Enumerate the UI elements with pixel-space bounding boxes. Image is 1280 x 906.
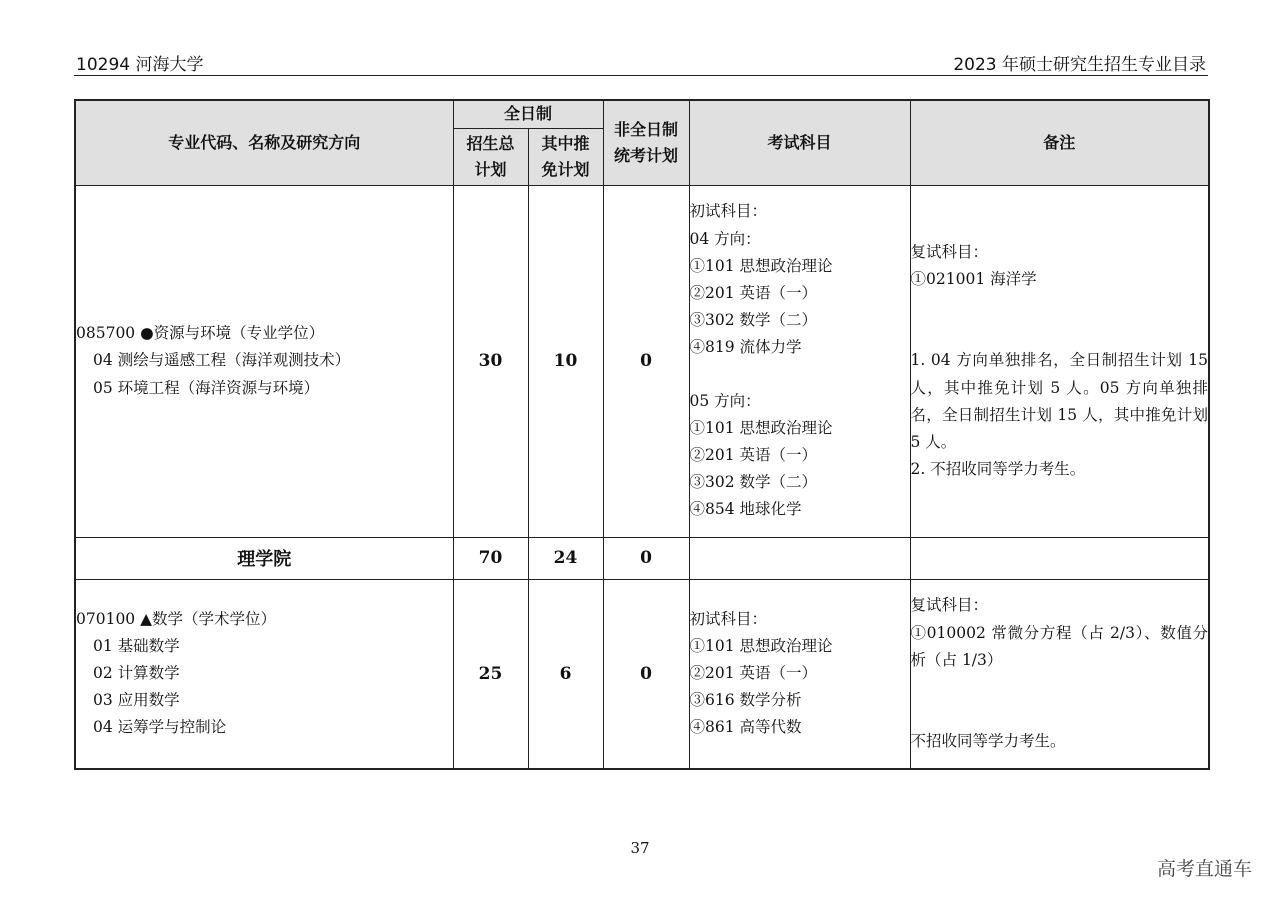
remarks-note: 不招收同等学力考生。 [910,731,1066,750]
remarks-cell [910,579,1209,769]
major-name: 070100 ▲数学（学术学位） [76,610,277,629]
remarks-note: 1. 04 方向单独排名，全日制招生计划 15 人，其中推免计划 5 人。05 方向单独排名，全日制招生计划 15 人，其中推免计划 5 人。 [910,351,1209,451]
exam-line: 初试科目： [689,202,768,221]
exam-subjects-cell [689,579,910,769]
college-remarks-empty [910,537,1209,579]
research-direction: 04 运筹学与控制论 [93,718,227,737]
exam-line: ②201 英语（一） [689,283,818,302]
total-plan-value: 25 [453,579,528,769]
retest-label: 复试科目： [910,596,989,615]
retest-subject: ①021001 海洋学 [910,270,1037,289]
watermark: 高考直通车 [1156,858,1252,880]
table-row [75,579,1209,769]
research-direction: 05 环境工程（海洋资源与环境） [93,378,320,397]
exam-line: ①101 思想政治理论 [689,256,833,275]
header-row-1 [75,100,1209,128]
col-exempt-header-line2: 免计划 [541,159,590,179]
col-major-header: 专业代码、名称及研究方向 [75,100,453,185]
college-total-plan: 70 [453,537,528,579]
college-exam-empty [689,537,910,579]
col-fulltime-header: 全日制 [453,100,603,128]
col-exempt-header [528,128,603,185]
exam-line: ②201 英语（一） [689,664,818,683]
college-exempt-plan: 24 [528,537,603,579]
major-name: 085700 ●资源与环境（专业学位） [76,324,325,343]
table-row [75,185,1209,537]
header-catalog-title: 2023 年硕士研究生招生专业目录 [953,55,1206,75]
header-rule [74,75,1208,76]
exam-line: 04 方向： [689,229,761,248]
col-parttime-header-line1: 非全日制 [614,119,679,139]
college-name: 理学院 [75,537,453,579]
parttime-plan-value: 0 [603,579,689,769]
exam-line: ②201 英语（一） [689,446,818,465]
exam-line: ④819 流体力学 [689,337,802,356]
col-parttime-header [603,100,689,185]
research-direction: 04 测绘与遥感工程（海洋观测技术） [93,351,351,370]
admissions-table [74,99,1210,770]
exam-line: ③302 数学（二） [689,473,818,492]
remarks-spacer [911,293,1209,320]
remarks-cell [910,185,1209,537]
research-direction: 01 基础数学 [93,637,180,656]
exempt-plan-value: 10 [528,185,603,537]
research-direction: 03 应用数学 [93,691,180,710]
exam-line: 05 方向： [689,392,761,411]
header-university: 10294 河海大学 [76,55,204,75]
college-row [75,537,1209,579]
major-cell [75,579,453,769]
college-parttime-plan: 0 [603,537,689,579]
exam-line: ③616 数学分析 [689,691,802,710]
col-total-header-line2: 计划 [474,159,507,179]
page-number: 37 [630,839,650,857]
exam-line: 初试科目： [689,610,768,629]
parttime-plan-value: 0 [603,185,689,537]
remarks-spacer [911,701,1209,728]
col-total-header-line1: 招生总 [466,133,515,153]
col-exam-header: 考试科目 [689,100,910,185]
remarks-note: 2. 不招收同等学力考生。 [910,459,1086,478]
remarks-spacer [911,674,1209,701]
total-plan-value: 30 [453,185,528,537]
retest-label: 复试科目： [910,243,989,262]
exam-line: ④854 地球化学 [689,500,802,519]
remarks-spacer [911,320,1209,347]
major-cell [75,185,453,537]
exam-line: ③302 数学（二） [689,310,818,329]
exempt-plan-value: 6 [528,579,603,769]
col-parttime-header-line2: 统考计划 [614,145,679,165]
col-total-header [453,128,528,185]
col-exempt-header-line1: 其中推 [541,133,590,153]
exam-line: ①101 思想政治理论 [689,419,833,438]
exam-subjects-cell [689,185,910,537]
research-direction: 02 计算数学 [93,664,180,683]
exam-line: ④861 高等代数 [689,718,802,737]
exam-line-spacer [690,361,910,388]
retest-subject: ①010002 常微分方程（占 2/3）、数值分析（占 1/3） [910,623,1209,669]
col-remarks-header: 备注 [910,100,1209,185]
exam-line: ①101 思想政治理论 [689,637,833,656]
